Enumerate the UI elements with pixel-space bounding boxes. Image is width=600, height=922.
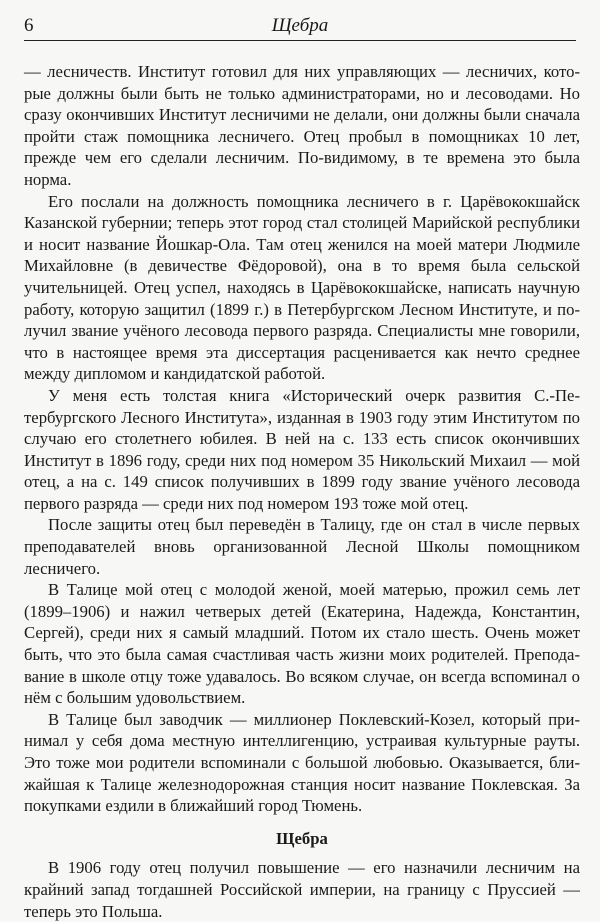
- paragraph: В Талице был заводчик — миллионер Поклевский-Козел, который принимал у себя дома местную интеллигенцию, устраивая культурные рауты. Это тоже мои родители вспоминали с большой любовью. Оказывается, ближайшая к Талице железнодорожная станция носит название Поклевская. За покупками ездили в ближайший город Тюмень.: [24, 709, 580, 816]
- running-head: [24, 14, 576, 41]
- paragraph: После защиты отец был переведён в Талицу, где он стал в числе первых преподавателей вновь организованной Лесной Школы помощником лесничего.: [24, 515, 580, 578]
- paragraph: Его послали на должность помощника лесничего в г. Царёвококшайск Казанской губернии; теперь этот город стал столицей Марийской республики и носит название Йошкар-Ола. Там отец женился на моей матери Людмиле Михайловне (в девичестве Фёдоровой), она в то время была сельской учительницей. Отец успел, находясь в Царёвококшайске, написать научную работу, которую защитил (1899 г.) в Петербургском Лесном Институте, и получил звание учёного лесовода первого разряда. Специалисты мне говорили, что в настоящее время эта диссертация расценивается как нечто среднее между дипломом и кандидатской работой.: [24, 191, 580, 384]
- paragraph: — лесничеств. Институт готовил для них управляющих — лесничих, которые должны были быть не только администраторами, но и лесоводами. Но сразу окончивших Институт лесничими не делали, они должны были сначала пройти стаж помощника лесничего. Отец пробыл в помощниках 10 лет, прежде чем его сделали лесничим. По-видимому, в те времена это была норма.: [24, 62, 580, 189]
- body-text: [24, 61, 580, 922]
- running-title: Щебра: [271, 15, 329, 36]
- section-heading: Щебра: [276, 828, 328, 848]
- paragraph: В Талице мой отец с молодой женой, моей матерью, прожил семь лет (1899–1906) и нажил четверых детей (Екатерина, Надежда, Константин, Сергей), среди них я самый младший. Потом их стало шесть. Очень может быть, что это была самая счастливая часть жизни моих родителей. Преподавание в школе отцу тоже удавалось. Во всяком случае, он всегда вспоминал о нём с большим удовольствием.: [24, 580, 580, 708]
- page-number: 6: [24, 15, 34, 36]
- paragraph: У меня есть толстая книга «Исторический очерк развития С.-Петербургского Лесного Института», изданная в 1903 году этим Институтом по случаю его столетнего юбилея. В ней на с. 133 есть список окончивших Институт в 1896 году, среди них под номером 35 Никольский Михаил — мой отец, а на с. 149 список получивших в 1899 году звание учёного лесовода первого разряда — среди них под номером 193 тоже мой отец.: [24, 385, 580, 513]
- paragraph: В 1906 году отец получил повышение — его назначили лесничим на крайний запад тогдашней Российской империи, на границу с Пруссией — теперь это Польша.: [24, 858, 580, 921]
